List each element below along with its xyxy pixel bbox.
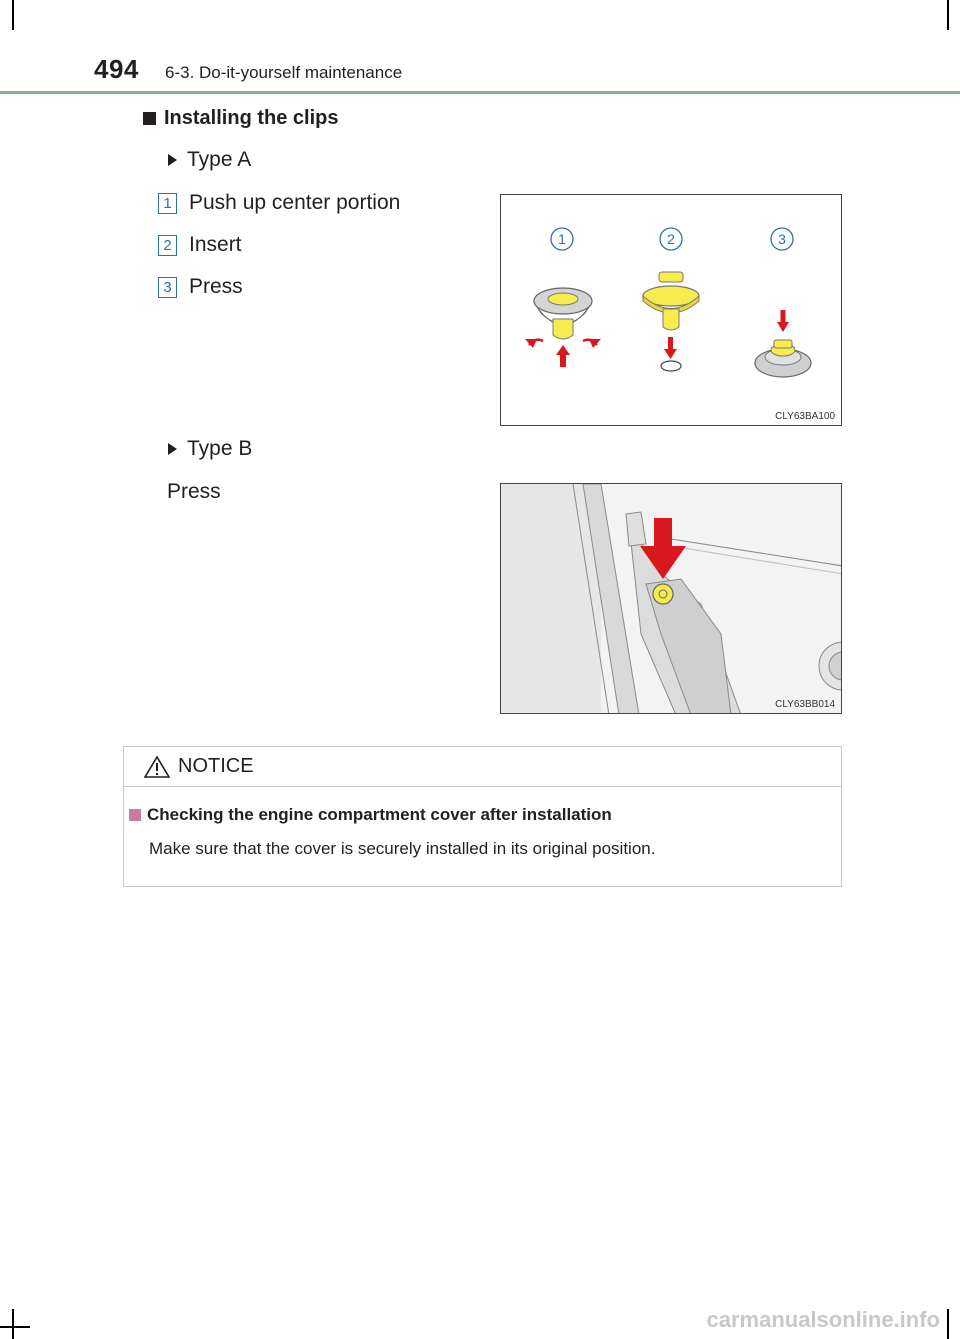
clip-press-icon: [755, 310, 811, 377]
clip-illustration: [501, 195, 842, 426]
step-1: [158, 191, 400, 215]
type-a-label: [168, 148, 251, 172]
step-text-1: Push up center portion: [189, 191, 401, 214]
figure-code-b: CLY63BB014: [775, 699, 835, 710]
circled-number-3-text: 3: [778, 231, 786, 247]
figure-type-b-clip: [500, 483, 842, 714]
triangle-bullet-icon: [168, 443, 177, 455]
figure-type-a-clips: [500, 194, 842, 426]
notice-header: [124, 747, 841, 787]
type-b-label: [168, 437, 252, 461]
step-number-1: 1: [158, 193, 177, 214]
type-b-instruction: Press: [167, 480, 221, 503]
figure-code-a: CLY63BA100: [775, 411, 835, 422]
step-3: [158, 275, 243, 299]
square-bullet-icon: [129, 809, 141, 821]
crop-mark-bottom-left-v: [12, 1309, 14, 1339]
crop-mark-top-left-v: [12, 0, 14, 30]
circled-number-3: [771, 228, 793, 250]
engine-cover-illustration: [501, 484, 842, 714]
section-heading: [143, 107, 338, 130]
header-rule: [0, 91, 960, 94]
crop-mark-bottom-left-h: [0, 1326, 30, 1328]
step-text-2: Insert: [189, 233, 242, 256]
type-b-label-text: Type B: [187, 437, 253, 460]
square-bullet-icon: [143, 112, 156, 125]
page-number: 494: [94, 54, 139, 84]
notice-title: NOTICE: [178, 755, 254, 777]
circled-number-2-text: 2: [667, 231, 675, 247]
warning-triangle-icon: [144, 755, 170, 779]
section-title: 6-3. Do-it-yourself maintenance: [165, 63, 403, 82]
step-number-3: 3: [158, 277, 177, 298]
circled-number-1: [551, 228, 573, 250]
clip-push-up-icon: [525, 288, 601, 367]
step-text-3: Press: [189, 275, 243, 298]
step-number-2: 2: [158, 235, 177, 256]
crop-mark-bottom-right-v: [947, 1309, 949, 1339]
circled-number-1-text: 1: [558, 231, 566, 247]
type-a-label-text: Type A: [187, 148, 252, 171]
clip-insert-icon: [643, 272, 699, 371]
section-heading-text: Installing the clips: [164, 107, 339, 129]
watermark-url: carmanualsonline.info: [706, 1307, 940, 1332]
step-2: [158, 233, 242, 257]
triangle-bullet-icon: [168, 154, 177, 166]
notice-subheading: [129, 805, 612, 825]
crop-mark-top-right-v: [947, 0, 949, 30]
notice-body: Make sure that the cover is securely installed in its original position.: [149, 839, 656, 858]
notice-box: [123, 746, 842, 887]
circled-number-2: [660, 228, 682, 250]
notice-subheading-text: Checking the engine compartment cover after installation: [147, 805, 612, 824]
